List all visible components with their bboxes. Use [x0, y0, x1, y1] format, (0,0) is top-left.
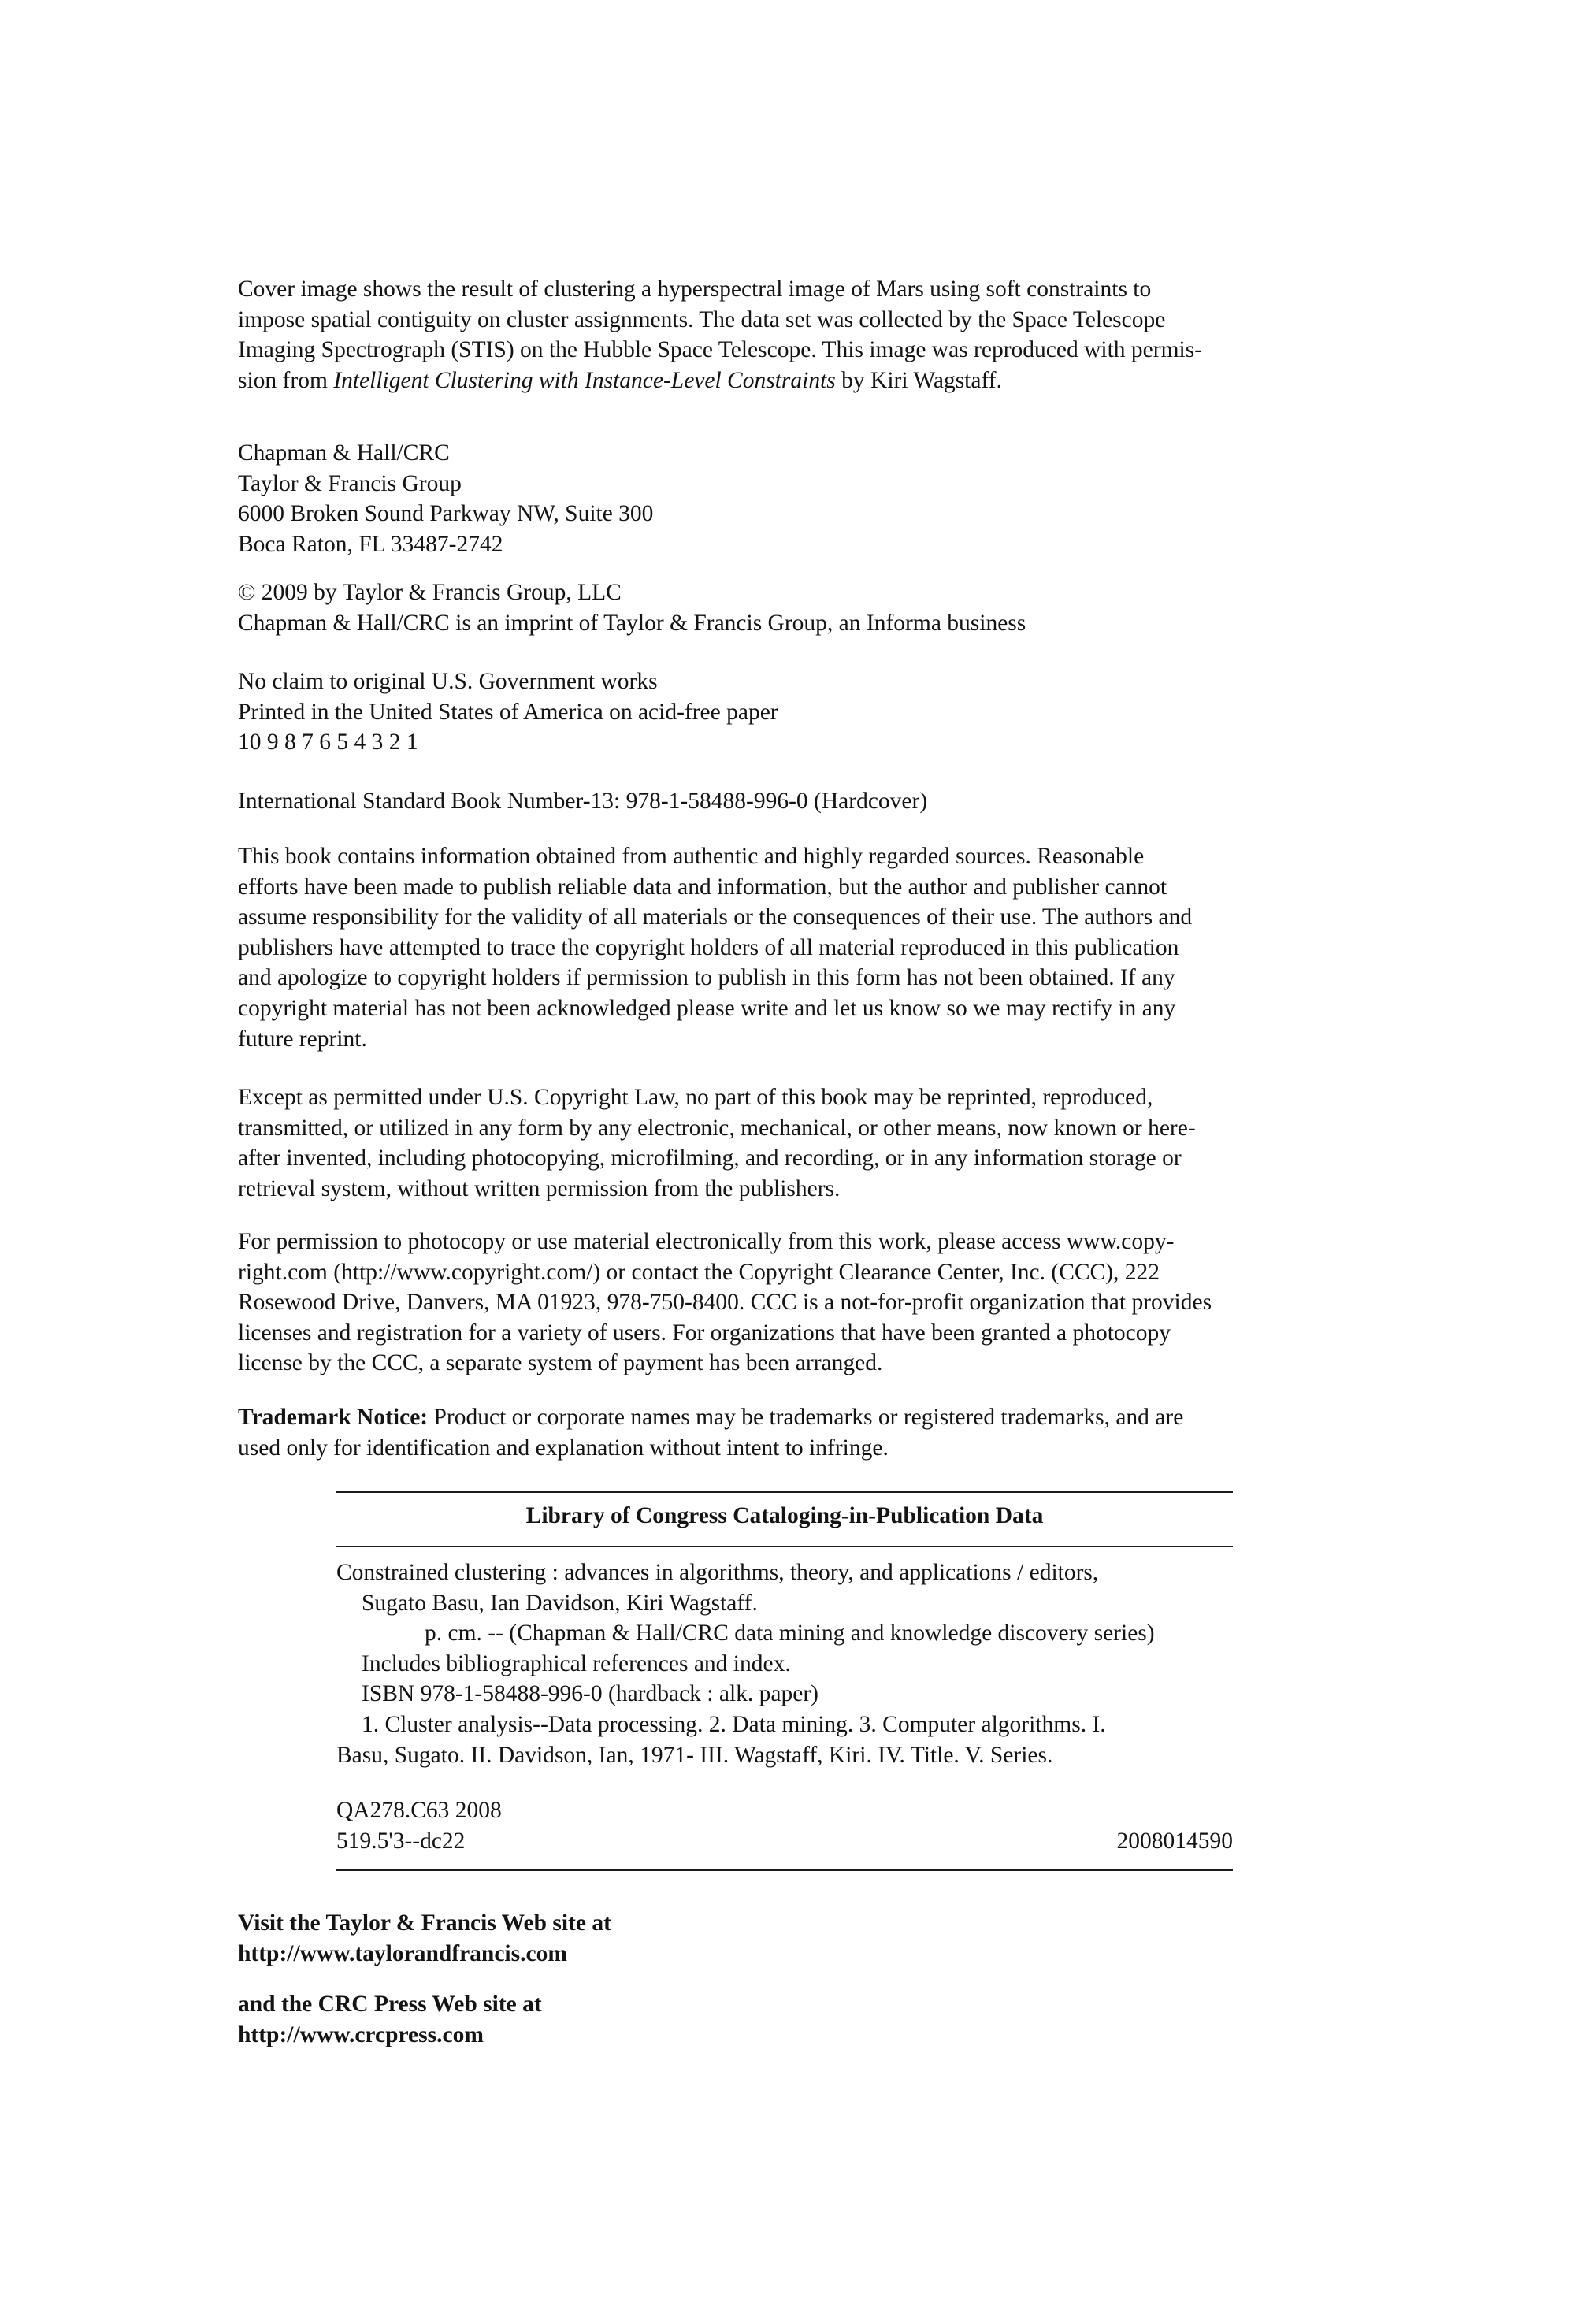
copyright-law-line: retrieval system, without written permission from the publishers. — [238, 1175, 841, 1201]
cip-line: Constrained clustering : advances in algorithms, theory, and applications / editors, — [336, 1560, 1099, 1585]
trademark-label: Trademark Notice: — [238, 1405, 429, 1430]
printed-in-line: Printed in the United States of America on acid-free paper — [238, 699, 778, 725]
cip-heading-rule — [336, 1546, 1233, 1547]
cip-classification — [336, 1795, 1233, 1856]
cover-note-prefix: sion from — [238, 367, 334, 393]
isbn-text: International Standard Book Number-13: 978-1-58488-996-0 (Hardcover) — [238, 789, 928, 814]
cover-source-title: Intelligent Clustering with Instance-Level Constraints — [333, 367, 836, 393]
cip-bottom-rule — [336, 1869, 1233, 1871]
cover-note-line: Cover image shows the result of clustering a hyperspectral image of Mars using soft constraints to — [238, 277, 1152, 302]
disclaimer-line: publishers have attempted to trace the copyright holders of all material reproduced in this publication — [238, 934, 1179, 960]
disclaimer-line: future reprint. — [238, 1026, 367, 1052]
disclaimer-line: efforts have been made to publish reliable data and information, but the author and publisher cannot — [238, 874, 1167, 900]
cover-note-line: Imaging Spectrograph (STIS) on the Hubble Space Telescope. This image was reproduced with permis- — [238, 337, 1203, 363]
imprint-line: Chapman & Hall/CRC is an imprint of Taylor & Francis Group, an Informa business — [238, 610, 1026, 636]
permission-line: licenses and registration for a variety of users. For organizations that have been granted a photocopy — [238, 1320, 1171, 1346]
address-line: Chapman & Hall/CRC — [238, 440, 450, 466]
tf-website-heading: Visit the Taylor & Francis Web site at — [238, 1910, 611, 1936]
trademark-line: used only for identification and explanation without intent to infringe. — [238, 1435, 889, 1461]
permission-line: For permission to photocopy or use material electronically from this work, please access www.copy- — [238, 1229, 1175, 1254]
copyright-law-line: Except as permitted under U.S. Copyright Law, no part of this book may be reprinted, reproduced, — [238, 1085, 1153, 1110]
permission-line: Rosewood Drive, Danvers, MA 01923, 978-750-8400. CCC is a not-for-profit organization that provides — [238, 1290, 1212, 1316]
copyright-law-line: transmitted, or utilized in any form by any electronic, mechanical, or other means, now known or here- — [238, 1115, 1196, 1141]
cover-note-suffix: by Kiri Wagstaff. — [835, 367, 1002, 393]
printing-info — [238, 666, 1335, 758]
cip-line: p. cm. -- (Chapman & Hall/CRC data mining and knowledge discovery series) — [425, 1620, 1155, 1646]
isbn-line — [238, 786, 1335, 817]
cip-line: 1. Cluster analysis--Data processing. 2. Data mining. 3. Computer algorithms. I. — [362, 1711, 1106, 1737]
crc-press-website — [238, 1989, 1335, 2050]
cip-line: Sugato Basu, Ian Davidson, Kiri Wagstaff. — [362, 1590, 758, 1616]
trademark-notice — [238, 1402, 1335, 1463]
trademark-text: Product or corporate names may be trademarks or registered trademarks, and are — [428, 1405, 1184, 1430]
printing-number-line: 10 9 8 7 6 5 4 3 2 1 — [238, 729, 418, 755]
lccn-number: 2008014590 — [1116, 1828, 1233, 1854]
copyright-law-paragraph — [238, 1082, 1335, 1204]
publisher-address — [238, 438, 1335, 559]
dewey-number: 519.5'3--dc22 — [336, 1828, 466, 1854]
classification-row — [336, 1826, 1233, 1857]
copyright-law-line: after invented, including photocopying, microfilming, and recording, or in any information storage or — [238, 1145, 1182, 1171]
cover-note-line: impose spatial contiguity on cluster assignments. The data set was collected by the Space Telescope — [238, 306, 1166, 332]
disclaimer-line: assume responsibility for the validity of all materials or the consequences of their use. The authors and — [238, 904, 1193, 930]
copyright-notice — [238, 577, 1335, 638]
disclaimer-line: This book contains information obtained from authentic and highly regarded sources. Reasonable — [238, 844, 1145, 869]
cip-heading: Library of Congress Cataloging-in-Publication Data — [525, 1503, 1044, 1528]
cover-image-note — [238, 274, 1335, 395]
permission-line: right.com (http://www.copyright.com/) or contact the Copyright Clearance Center, Inc. (CCC), 222 — [238, 1259, 1160, 1285]
cip-line: Includes bibliographical references and index. — [362, 1650, 791, 1676]
government-works-line: No claim to original U.S. Government works — [238, 669, 658, 694]
tf-website-link[interactable]: http://www.taylorandfrancis.com — [238, 1940, 567, 1966]
disclaimer-line: and apologize to copyright holders if permission to publish in this form has not been obtained. If any — [238, 965, 1175, 991]
disclaimer-line: copyright material has not been acknowledged please write and let us know so we may rectify in any — [238, 995, 1176, 1021]
cip-line: Basu, Sugato. II. Davidson, Ian, 1971- III. Wagstaff, Kiri. IV. Title. V. Series. — [336, 1742, 1053, 1768]
cover-note-line — [238, 366, 1335, 396]
address-line: Boca Raton, FL 33487-2742 — [238, 531, 503, 557]
address-line: Taylor & Francis Group — [238, 470, 462, 496]
cip-line: ISBN 978-1-58488-996-0 (hardback : alk. paper) — [362, 1681, 819, 1707]
address-line: 6000 Broken Sound Parkway NW, Suite 300 — [238, 501, 654, 527]
copyright-line: © 2009 by Taylor & Francis Group, LLC — [238, 580, 622, 605]
crc-website-link[interactable]: http://www.crcpress.com — [238, 2021, 484, 2047]
cip-record — [336, 1557, 1233, 1770]
trademark-line — [238, 1402, 1335, 1433]
crc-website-heading: and the CRC Press Web site at — [238, 1992, 542, 2017]
call-number: QA278.C63 2008 — [336, 1798, 502, 1823]
disclaimer-paragraph — [238, 841, 1335, 1054]
cip-top-rule — [336, 1491, 1233, 1493]
taylor-francis-website — [238, 1908, 1335, 1969]
photocopy-permission-paragraph — [238, 1227, 1335, 1379]
permission-line: license by the CCC, a separate system of payment has been arranged. — [238, 1350, 883, 1376]
